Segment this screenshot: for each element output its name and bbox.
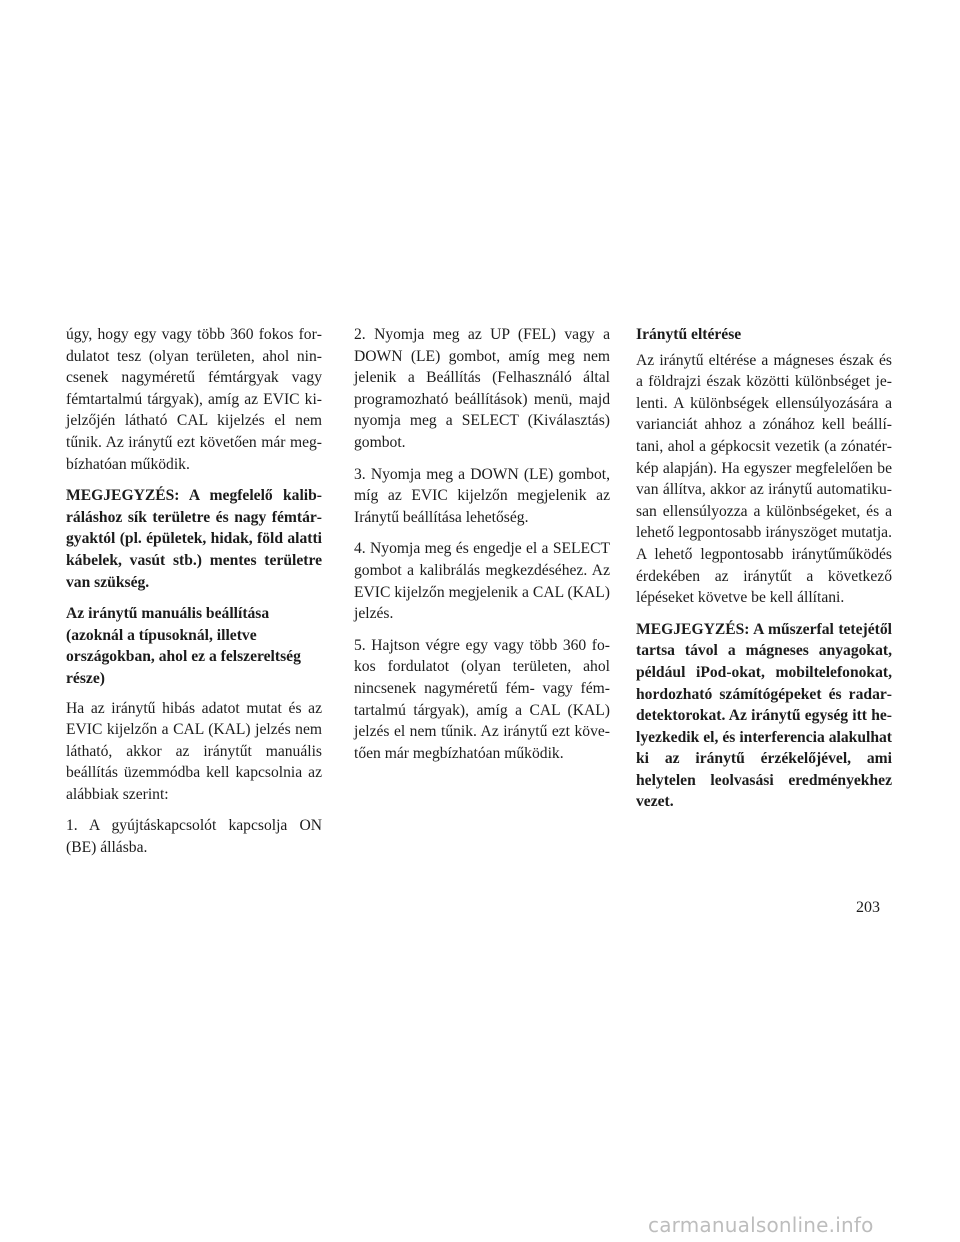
page-number: 203 [856,899,880,916]
note-calibration-area: MEGJEGYZÉS: A megfelelő kalibráláshoz sík területre és nagy fémtárgyaktól (pl. épületek, hidak, föld alatti kábelek, vasút stb.) mentes területre van szükség. [66,487,322,591]
text-column-left [66,324,322,869]
step-2-setup-menu: 2. Nyomja meg az UP (FEL) vagy a DOWN (LE) gombot, amíg meg nem jelenik a Beállítás (Felhasználó által programozható beállítások) menü, majd nyomja meg a SELECT (Kiválasztás) gombot. [354,326,610,451]
step-3-compass-setting: 3. Nyomja meg a DOWN (LE) gombot, míg az EVIC kijelzőn megjelenik az Iránytű beállítása lehetőség. [354,465,610,526]
paragraph-compass-variance: Az iránytű eltérése a mágneses észak és a földrajzi észak közötti különbséget jelenti. A különbségek ellensúlyozására a varianciát ahhoz a zónához kell beállítani, ahol a gépkocsit vezetik (a zónatérkép alapján). Ha egyszer megfelelően be van állítva, akkor az iránytű automatikusan ellensúlyozza a különbségeket, és a lehető legpontosabb irányszöget mutatja. A lehető legpontosabb iránytűműködés érdekében az iránytűt a következő lépéseket követve be kell állítani. [636,351,892,607]
heading-compass-variance: Iránytű eltérése [636,326,742,343]
step-4-start-calibration: 4. Nyomja meg és engedje el a SELECT gombot a kalibrálás megkezdéséhez. Az EVIC kijelzőn megjelenik a CAL (KAL) jelzés. [354,540,610,623]
watermark: carmanualsonline.info [648,1213,874,1237]
step-5-drive-circles: 5. Hajtson végre egy vagy több 360 fokos fordulatot (olyan területen, ahol nincsenek nagyméretű fém- vagy fémtartalmú tárgyak), amíg a CAL (KAL) jelzés el nem tűnik. Az iránytű ezt követően már megbízhatóan működik. [354,636,610,762]
paragraph-calibration-turns: úgy, hogy egy vagy több 360 fokos fordulatot tesz (olyan területen, ahol nincsenek nagyméretű fémtárgyak vagy fémtartalmú tárgyak), amíg az EVIC kijelzőjén látható CAL kijelzés el nem tűnik. Az iránytű ezt követően már megbízhatóan működik. [66,326,322,473]
text-column-middle [354,324,610,774]
note-magnetic-materials: MEGJEGYZÉS: A műszerfal tetejétől tartsa távol a mágneses anyagokat, például iPod-okat, mobiltelefonokat, hordozható számítógépeket és radardetektorokat. Az iránytű egység itt helyezkedik el, és interferencia alakulhat ki az iránytű érzékelőjével, ami helytelen leolvasási eredményekhez vezet. [636,620,892,811]
step-1-ignition-on: 1. A gyújtáskapcsolót kapcsolja ON (BE) állásba. [66,817,322,857]
text-column-right [636,324,892,823]
heading-manual-compass-setup: Az iránytű manuális beállítása (azoknál a típusoknál, illetve országokban, ahol ez a felszereltség része) [66,605,301,687]
paragraph-manual-setup-intro: Ha az iránytű hibás adatot mutat és az EVIC kijelzőn a CAL (KAL) jelzés nem látható, akkor az iránytűt manuális beállítás üzemmódba kell kapcsolnia az alábbiak szerint: [66,699,322,803]
